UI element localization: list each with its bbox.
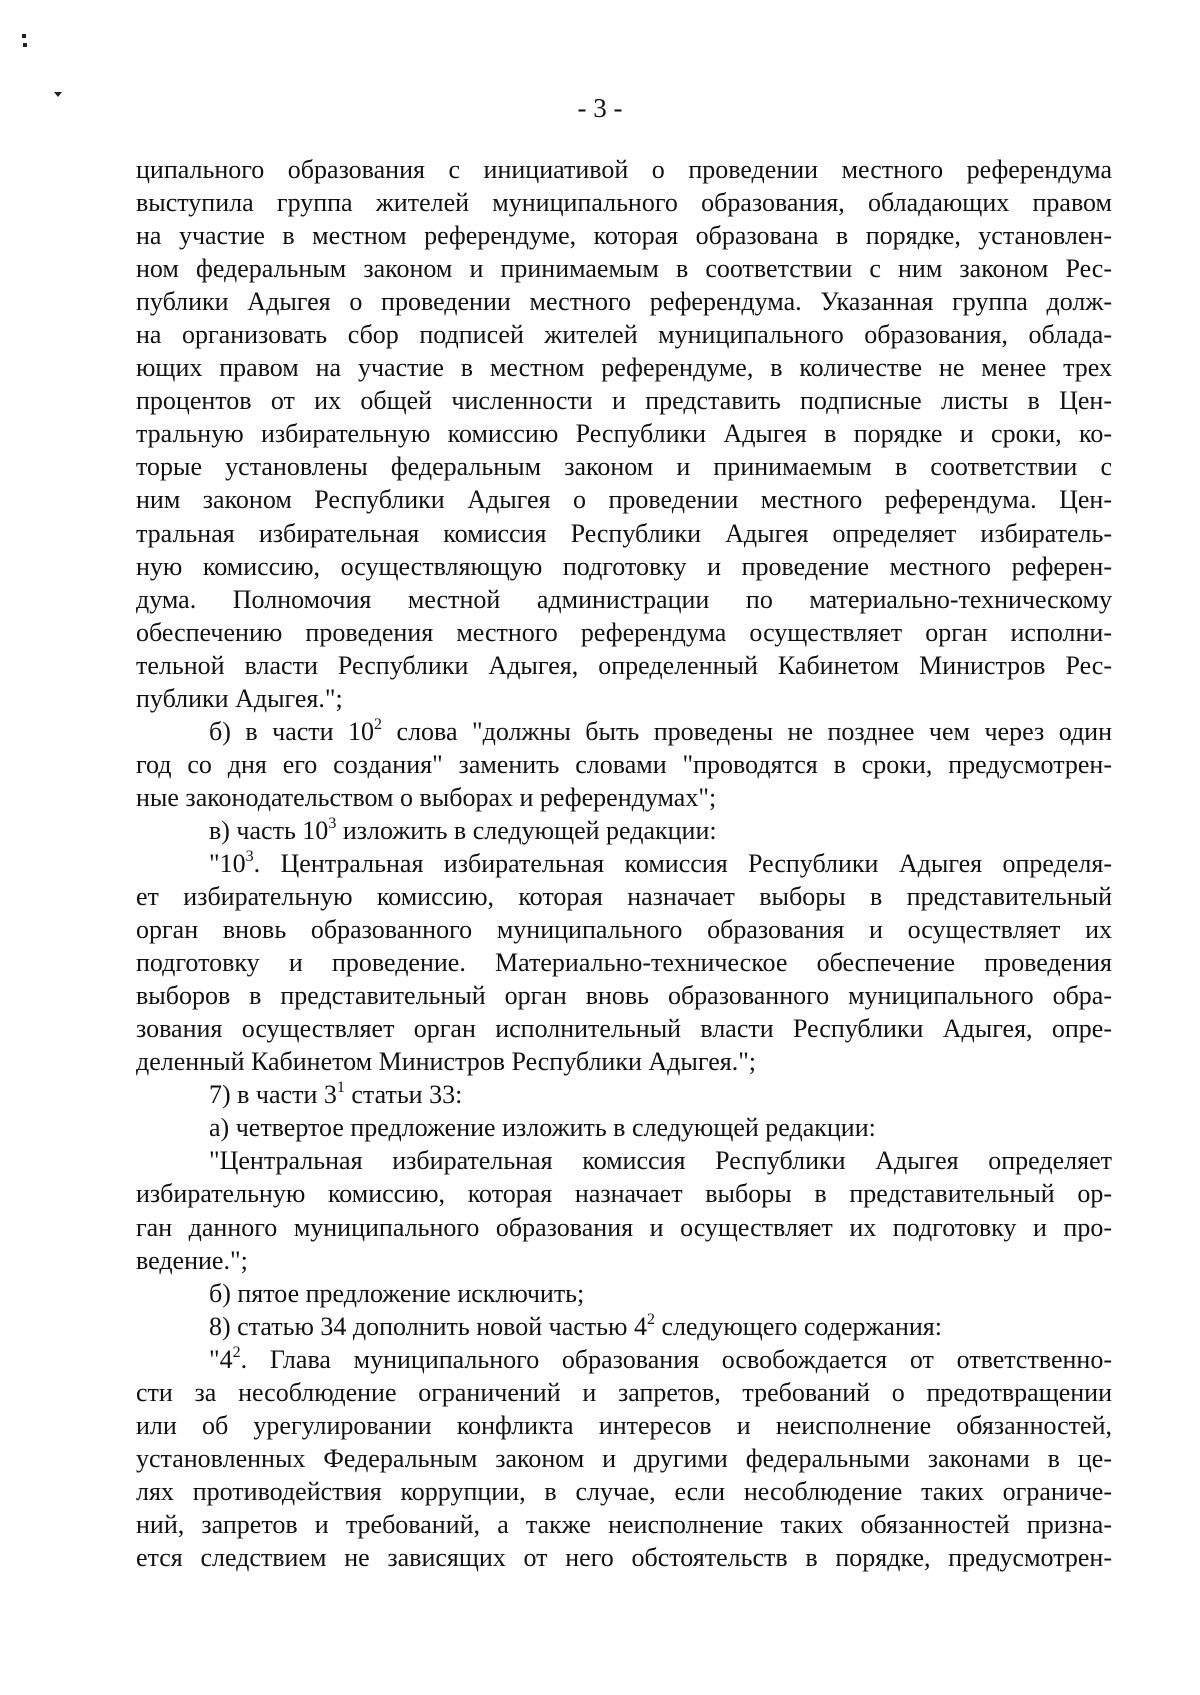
paragraph bbox=[136, 1310, 1112, 1343]
paragraph bbox=[136, 814, 1112, 847]
text-line: лях противодействия коррупции, в случае, если несоблюдение таких ограниче- bbox=[136, 1476, 1112, 1506]
text-line: публики Адыгея."; bbox=[136, 683, 343, 713]
text-line bbox=[136, 847, 1112, 880]
text-segment: в) часть 10 bbox=[209, 815, 329, 845]
text-line: ган данного муниципального образования и осуществляет их подготовку и про- bbox=[136, 1212, 1112, 1242]
text-line: сти за несоблюдение ограничений и запретов, требований о предотвращении bbox=[136, 1377, 1112, 1407]
text-line: дума. Полномочия местной администрации по материально-техническому bbox=[136, 584, 1112, 614]
superscript-index: 1 bbox=[336, 1079, 345, 1097]
text-line: торые установлены федеральным законом и принимаемым в соответствии с bbox=[136, 452, 1112, 482]
text-line: ципального образования с инициативой о проведении местного референдума bbox=[136, 155, 1112, 184]
text-segment: . Глава муниципального образования освобождается от ответственно- bbox=[240, 1344, 1112, 1374]
text-line: тральную избирательную комиссию Республики Адыгея в порядке и сроки, ко- bbox=[136, 419, 1112, 449]
text-segment: слова "должны быть проведены не позднее чем через один bbox=[382, 716, 1112, 746]
paragraph bbox=[136, 1144, 1112, 1276]
text-segment: б) в части 10 bbox=[209, 716, 375, 746]
scan-artifact bbox=[22, 34, 26, 38]
text-line: обеспечению проведения местного референдума осуществляет орган исполни- bbox=[136, 617, 1112, 647]
text-line bbox=[136, 1078, 1112, 1111]
text-line: тральная избирательная комиссия Республики Адыгея определяет избиратель- bbox=[136, 518, 1112, 548]
paragraph bbox=[136, 1078, 1112, 1111]
text-line: деленный Кабинетом Министров Республики Адыгея."; bbox=[136, 1047, 757, 1077]
text-segment: 8) статью 34 дополнить новой частью 4 bbox=[209, 1311, 647, 1341]
superscript-index: 2 bbox=[374, 715, 383, 733]
text-line: ним законом Республики Адыгея о проведении местного референдума. Цен- bbox=[136, 485, 1112, 515]
text-line: или об урегулировании конфликта интересов и неисполнение обязанностей, bbox=[136, 1410, 1112, 1440]
text-line: год со дня его создания" заменить словами "проводятся в сроки, предусмотрен- bbox=[136, 749, 1112, 779]
text-line: публики Адыгея о проведении местного референдума. Указанная группа долж- bbox=[136, 287, 1112, 317]
document-body bbox=[136, 153, 1112, 1574]
text-line bbox=[136, 814, 1112, 847]
paragraph bbox=[136, 1343, 1112, 1574]
page-number: - 3 - bbox=[577, 93, 623, 123]
text-line: избирательную комиссию, которая назначает выборы в представительный ор- bbox=[136, 1179, 1112, 1209]
text-line: установленных Федеральным законом и другими федеральными законами в це- bbox=[136, 1443, 1112, 1473]
paragraph bbox=[136, 1277, 1112, 1310]
text-segment: "4 bbox=[209, 1344, 233, 1374]
text-line: тельной власти Республики Адыгея, определенный Кабинетом Министров Рес- bbox=[136, 650, 1112, 680]
paragraph bbox=[136, 715, 1112, 814]
text-line bbox=[136, 1343, 1112, 1376]
text-line: ющих правом на участие в местном референдуме, в количестве не менее трех bbox=[136, 353, 1112, 383]
text-line: зования осуществляет орган исполнительный власти Республики Адыгея, опре- bbox=[136, 1014, 1112, 1044]
text-segment: следующего содержания: bbox=[654, 1311, 942, 1341]
text-segment: изложить в следующей редакции: bbox=[336, 815, 717, 845]
text-line: б) пятое предложение исключить; bbox=[209, 1278, 585, 1308]
text-line: орган вновь образованного муниципального образования и осуществляет их bbox=[136, 915, 1112, 945]
text-line: ные законодательством о выборах и референдумах"; bbox=[136, 782, 717, 812]
superscript-index: 2 bbox=[646, 1310, 655, 1328]
text-line: выборов в представительный орган вновь образованного муниципального обра- bbox=[136, 981, 1112, 1011]
text-line: ведение."; bbox=[136, 1245, 248, 1275]
superscript-index: 3 bbox=[328, 814, 337, 832]
text-line bbox=[136, 715, 1112, 748]
text-segment: статьи 33: bbox=[344, 1080, 463, 1110]
text-line: на организовать сбор подписей жителей муниципального образования, облада- bbox=[136, 320, 1112, 350]
text-line: "Центральная избирательная комиссия Республики Адыгея определяет bbox=[209, 1146, 1112, 1176]
text-line: процентов от их общей численности и представить подписные листы в Цен- bbox=[136, 386, 1112, 416]
text-line: ном федеральным законом и принимаемым в соответствии с ним законом Рес- bbox=[136, 254, 1112, 284]
superscript-index: 2 bbox=[232, 1343, 241, 1361]
text-line: ется следствием не зависящих от него обстоятельств в порядке, предусмотрен- bbox=[136, 1542, 1112, 1572]
paragraph bbox=[136, 153, 1112, 715]
text-line: подготовку и проведение. Материально-техническое обеспечение проведения bbox=[136, 948, 1112, 978]
text-line: ний, запретов и требований, а также неисполнение таких обязанностей призна- bbox=[136, 1509, 1112, 1539]
paragraph bbox=[136, 1111, 1112, 1144]
text-line: ет избирательную комиссию, которая назначает выборы в представительный bbox=[136, 882, 1112, 912]
text-segment: "10 bbox=[209, 848, 246, 878]
paragraph bbox=[136, 847, 1112, 1078]
text-line: ную комиссию, осуществляющую подготовку и проведение местного референ- bbox=[136, 551, 1112, 581]
text-line: выступила группа жителей муниципального образования, обладающих правом bbox=[136, 188, 1112, 218]
superscript-index: 3 bbox=[245, 847, 254, 865]
text-segment: . Центральная избирательная комиссия Республики Адыгея определя- bbox=[253, 848, 1112, 878]
text-line: на участие в местном референдуме, которая образована в порядке, установлен- bbox=[136, 221, 1112, 251]
text-line bbox=[136, 1310, 1112, 1343]
text-line: а) четвертое предложение изложить в следующей редакции: bbox=[209, 1113, 876, 1143]
text-segment: 7) в части 3 bbox=[209, 1080, 337, 1110]
